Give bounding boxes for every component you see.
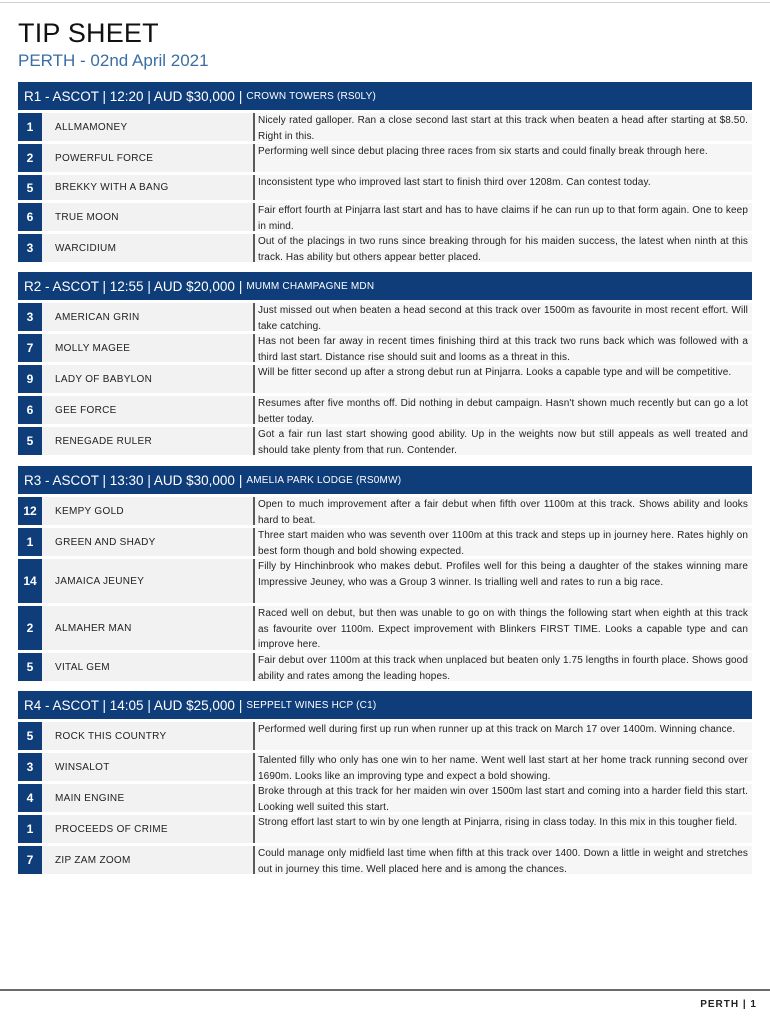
race-label: R3 - ASCOT | 13:30 | AUD $30,000 [24, 472, 235, 488]
runner-row [18, 497, 752, 525]
runner-number: 4 [18, 784, 42, 812]
runner-number: 9 [18, 365, 42, 393]
runner-comment: Performing well since debut placing three races from six starts and could finally break through here. [255, 144, 752, 172]
runner-number: 1 [18, 528, 42, 556]
runner-comment: Fair debut over 1100m at this track when unplaced but beaten only 1.75 lengths in fourth place. Shows good ability and rates among the leading hopes. [255, 653, 752, 681]
runner-number: 1 [18, 113, 42, 141]
runner-name: TRUE MOON [42, 203, 253, 231]
runner-name: MAIN ENGINE [42, 784, 253, 812]
runner-row [18, 753, 752, 781]
runner-number: 12 [18, 497, 42, 525]
runner-number: 7 [18, 846, 42, 874]
race-sponsor: CROWN TOWERS (RS0LY) [246, 90, 376, 102]
runner-name: BREKKY WITH A BANG [42, 175, 253, 200]
runner-number: 5 [18, 175, 42, 200]
page-subtitle: PERTH - 02nd April 2021 [18, 51, 209, 70]
runner-comment: Talented filly who only has one win to her name. Went well last start at her home track running second over 1690m. Looks like an improving type and expect a bold showing. [255, 753, 752, 781]
runner-comment: Filly by Hinchinbrook who makes debut. Profiles well for this being a daughter of the stakes winning mare Impressive Jeuney, who was a Group 3 winner. Is trialling well and rates to run a big race. [255, 559, 752, 603]
race-section [18, 691, 752, 874]
top-rule [0, 2, 770, 3]
runner-comment: Resumes after five months off. Did nothing in debut campaign. Hasn't shown much recently but can go a lot better today. [255, 396, 752, 424]
runner-number: 5 [18, 722, 42, 750]
runner-comment: Three start maiden who was seventh over 1100m at this track and steps up in journey here. Rates highly on best form though and bold showing expected. [255, 528, 752, 556]
runner-name: RENEGADE RULER [42, 427, 253, 455]
race-section [18, 466, 752, 681]
race-label: R1 - ASCOT | 12:20 | AUD $30,000 [24, 88, 235, 104]
race-section [18, 82, 752, 262]
runner-name: POWERFUL FORCE [42, 144, 253, 172]
runner-comment: Has not been far away in recent times finishing third at this track two runs back which was followed with a third last start. Distance rise should suit and looms as a threat in this. [255, 334, 752, 362]
runner-name: LADY OF BABYLON [42, 365, 253, 393]
runner-comment: Got a fair run last start showing good ability. Up in the weights now but still appeals as well treated and should take plenty from that run. Contender. [255, 427, 752, 455]
runner-row [18, 144, 752, 172]
race-sponsor: AMELIA PARK LODGE (RS0MW) [246, 474, 402, 486]
runner-number: 6 [18, 203, 42, 231]
runner-name: AMERICAN GRIN [42, 303, 253, 331]
runner-name: KEMPY GOLD [42, 497, 253, 525]
runner-row [18, 175, 752, 200]
runner-number: 5 [18, 653, 42, 681]
runner-row [18, 846, 752, 874]
runner-name: PROCEEDS OF CRIME [42, 815, 253, 843]
runner-comment: Just missed out when beaten a head second at this track over 1500m as favourite in most recent effort. Will take catching. [255, 303, 752, 331]
runner-name: WARCIDIUM [42, 234, 253, 262]
race-header: R4 - ASCOT | 14:05 | AUD $25,000 | SEPPELT WINES HCP (C1) [18, 691, 752, 719]
race-label: R2 - ASCOT | 12:55 | AUD $20,000 [24, 278, 235, 294]
runner-comment: Performed well during first up run when runner up at this track on March 17 over 1400m. Winning chance. [255, 722, 752, 750]
runner-comment: Open to much improvement after a fair debut when fifth over 1100m at this track. Shows ability and looks hard to beat. [255, 497, 752, 525]
runner-name: VITAL GEM [42, 653, 253, 681]
runner-name: MOLLY MAGEE [42, 334, 253, 362]
runner-comment: Broke through at this track for her maiden win over 1500m last start and coming into a harder field this start. Looking well suited this start. [255, 784, 752, 812]
runner-name: ZIP ZAM ZOOM [42, 846, 253, 874]
race-header: R1 - ASCOT | 12:20 | AUD $30,000 | CROWN TOWERS (RS0LY) [18, 82, 752, 110]
runner-row [18, 113, 752, 141]
runner-number: 3 [18, 303, 42, 331]
runner-number: 14 [18, 559, 42, 603]
race-section [18, 272, 752, 455]
runner-row [18, 784, 752, 812]
runner-comment: Could manage only midfield last time when fifth at this track over 1400. Down a little in weight and stretches out in journey this time. Well placed here and is among the chances. [255, 846, 752, 874]
runner-name: GREEN AND SHADY [42, 528, 253, 556]
runner-number: 3 [18, 753, 42, 781]
page-title: TIP SHEET [18, 18, 159, 48]
runner-comment: Out of the placings in two runs since breaking through for his maiden success, the latest when ninth at this track. Has ability but others appear better placed. [255, 234, 752, 262]
runner-name: ALMAHER MAN [42, 606, 253, 650]
runner-comment: Raced well on debut, but then was unable to go on with things the following start when eighth at this track as favourite over 1100m. Expect improvement with Blinkers FIRST TIME. Looks a capable type and can improve here. [255, 606, 752, 650]
runner-row [18, 427, 752, 455]
race-sponsor: MUMM CHAMPAGNE MDN [246, 280, 375, 292]
runner-row [18, 334, 752, 362]
runner-comment: Strong effort last start to win by one length at Pinjarra, rising in class today. In this mix in this tougher field. [255, 815, 752, 843]
runner-row [18, 203, 752, 231]
runner-row [18, 815, 752, 843]
runner-row [18, 234, 752, 262]
runner-comment: Will be fitter second up after a strong debut run at Pinjarra. Looks a capable type and will be competitive. [255, 365, 752, 393]
race-header: R2 - ASCOT | 12:55 | AUD $20,000 | MUMM CHAMPAGNE MDN [18, 272, 752, 300]
race-header: R3 - ASCOT | 13:30 | AUD $30,000 | AMELIA PARK LODGE (RS0MW) [18, 466, 752, 494]
runner-comment: Fair effort fourth at Pinjarra last start and has to have claims if he can run up to that form again. One to keep in mind. [255, 203, 752, 231]
runner-name: ALLMAMONEY [42, 113, 253, 141]
runner-number: 2 [18, 606, 42, 650]
runner-name: WINSALOT [42, 753, 253, 781]
runner-row [18, 528, 752, 556]
runner-number: 3 [18, 234, 42, 262]
runner-row [18, 722, 752, 750]
page-footer: PERTH | 1 [700, 999, 757, 1010]
runner-comment: Inconsistent type who improved last start to finish third over 1208m. Can contest today. [255, 175, 752, 200]
runner-name: GEE FORCE [42, 396, 253, 424]
runner-number: 7 [18, 334, 42, 362]
runner-row [18, 303, 752, 331]
runner-number: 1 [18, 815, 42, 843]
footer-rule [0, 989, 770, 991]
runner-row [18, 606, 752, 650]
runner-number: 6 [18, 396, 42, 424]
runner-row [18, 365, 752, 393]
runner-number: 2 [18, 144, 42, 172]
runner-name: JAMAICA JEUNEY [42, 559, 253, 603]
runner-row [18, 396, 752, 424]
runner-comment: Nicely rated galloper. Ran a close second last start at this track when beaten a head after starting at $8.50. Right in this. [255, 113, 752, 141]
race-sponsor: SEPPELT WINES HCP (C1) [246, 699, 377, 711]
runner-row [18, 559, 752, 603]
runner-row [18, 653, 752, 681]
runner-name: ROCK THIS COUNTRY [42, 722, 253, 750]
runner-number: 5 [18, 427, 42, 455]
race-label: R4 - ASCOT | 14:05 | AUD $25,000 [24, 697, 235, 713]
